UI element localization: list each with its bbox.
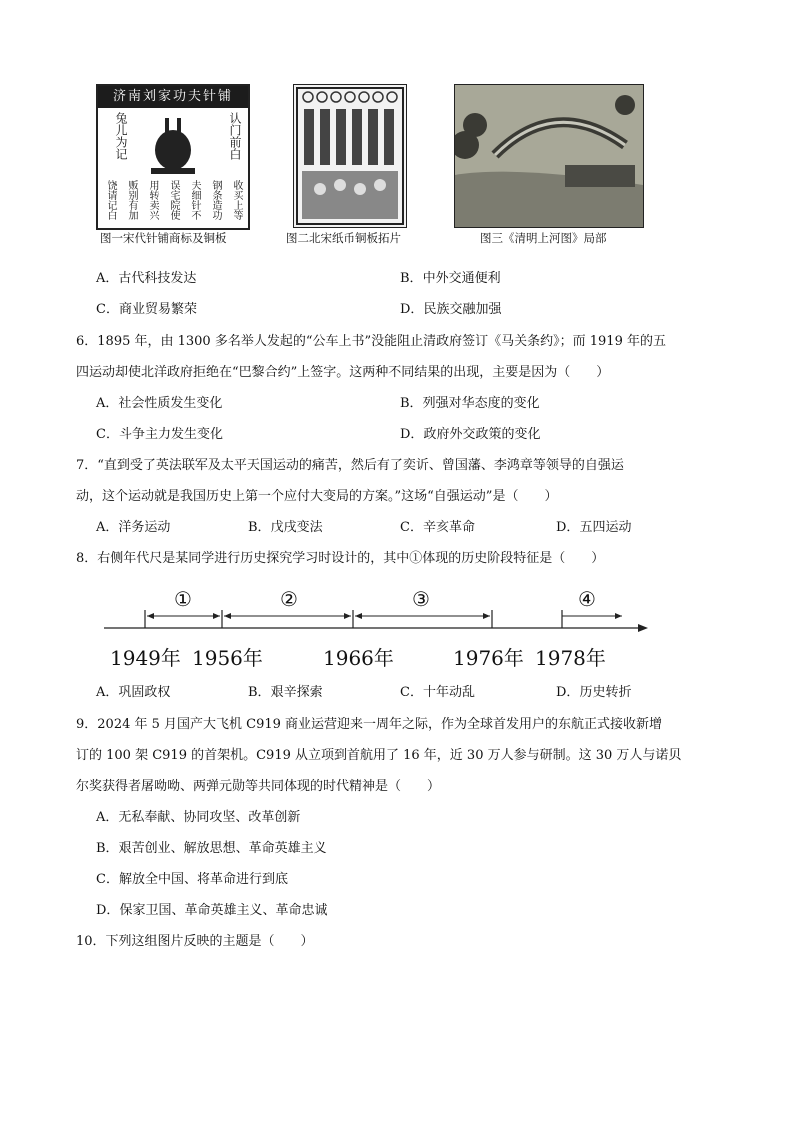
option-text: 历史转折 [579,685,632,700]
figure-1-col: 钢条造功 [210,180,221,220]
timeline-segment-3-label: ③ [412,587,430,611]
q6-stem-line-2: 四运动却使北洋政府拒绝在“巴黎合约”上签字。这两种不同结果的出现，主要是因为（ ） [76,365,610,380]
q6-option-d[interactable] [400,426,540,444]
option-text: 解放全中国、将革命进行到底 [118,872,288,887]
figure-2-caption: 图二北宋纸币铜板拓片 [286,231,401,245]
q5-option-c[interactable] [96,301,197,319]
option-text: 十年动乱 [422,685,475,700]
option-label: B． [96,841,119,856]
option-label: B． [248,520,271,535]
figure-1-col: 收买上等 [231,180,242,220]
timeline-year-label: 1976年 [453,646,524,670]
option-label: A． [96,685,119,700]
option-label: D． [400,302,424,317]
figure-1-col: 夫细针不 [189,180,200,220]
option-label: C． [96,872,119,887]
option-text: 古代科技发达 [118,271,197,286]
option-text: 辛亥革命 [422,520,475,535]
option-text: 无私奉献、协同攻坚、改革创新 [118,810,301,825]
segment-4-arrowhead-right-icon [615,613,622,619]
q9-option-c[interactable] [96,871,288,889]
option-text: 列强对华态度的变化 [422,396,540,411]
figure-1-col: 贩别有加 [126,180,137,220]
segment-3-arrowhead-right-icon [483,613,490,619]
option-text: 保家卫国、革命英雄主义、革命忠诚 [119,903,328,918]
figure-3-image [454,84,644,228]
timeline-segment-1-label: ① [174,587,192,611]
option-label: D． [96,903,120,918]
option-text: 戊戌变法 [270,520,323,535]
figure-2-image [293,84,407,228]
q8-option-d[interactable] [556,684,631,702]
option-label: A． [96,271,119,286]
q6-option-a[interactable] [96,395,222,413]
option-text: 艰苦创业、解放思想、革命英雄主义 [118,841,327,856]
option-label: B． [248,685,271,700]
option-label: D． [556,520,580,535]
option-label: A． [96,396,119,411]
q6-option-c[interactable] [96,426,223,444]
figure-1-col: 误宅院使 [168,180,179,220]
q6-stem-line-1: 6．1895 年，由 1300 多名举人发起的“公车上书”没能阻止清政府签订《马关条约》；而 1919 年的五 [76,334,666,349]
segment-1-arrowhead-right-icon [213,613,220,619]
q10-stem-line-1: 10．下列这组图片反映的主题是（ ） [76,934,314,949]
figure-1-caption: 图一宋代针铺商标及铜板 [100,231,227,245]
option-text: 斗争主力发生变化 [118,427,223,442]
option-text: 五四运动 [579,520,632,535]
q7-option-c[interactable] [400,519,475,537]
q8-option-a[interactable] [96,684,170,702]
figure-3-caption: 图三《清明上河图》局部 [480,231,607,245]
q5-option-b[interactable] [400,270,501,288]
option-label: A． [96,520,119,535]
option-text: 洋务运动 [118,520,171,535]
banknote-plate-icon [294,85,406,227]
q8-stem-line-1: 8．右侧年代尺是某同学进行历史探究学习时设计的，其中①体现的历史阶段特征是（ ） [76,551,605,566]
option-text: 政府外交政策的变化 [423,427,541,442]
option-label: B． [400,271,423,286]
option-text: 巩固政权 [118,685,171,700]
option-label: C． [96,302,119,317]
timeline-year-label: 1949年 [110,646,181,670]
q7-stem-line-2: 动，这个运动就是我国历史上第一个应付大变局的方案。”这场“自强运动”是（ ） [76,489,558,504]
option-label: C． [96,427,119,442]
segment-2-arrowhead-right-icon [344,613,351,619]
segment-2-arrowhead-left-icon [224,613,231,619]
q7-option-d[interactable] [556,519,631,537]
timeline-year-label: 1956年 [192,646,263,670]
option-label: A． [96,810,119,825]
figure-1-right-text: 认门前白 [228,112,242,160]
timeline-segment-2-label: ② [280,587,298,611]
figure-1-title-strip: 济南刘家功夫针铺 [98,86,248,108]
q9-stem-line-2: 订的 100 架 C919 的首架机。C919 从立项到首航用了 16 年，近 30 万人参与研制。这 30 万人与诺贝 [76,748,682,763]
q5-option-d[interactable] [400,301,501,319]
segment-1-arrowhead-left-icon [147,613,154,619]
q9-option-a[interactable] [96,809,300,827]
option-label: B． [400,396,423,411]
figure-1-bottom-columns [104,180,242,224]
figure-1-col: 用转卖兴 [147,180,158,220]
q9-option-d[interactable] [96,902,327,920]
q9-stem-line-3: 尔奖获得者屠呦呦、两弹元勋等共同体现的时代精神是（ ） [76,779,441,794]
q7-option-b[interactable] [248,519,323,537]
q9-stem-line-1: 9．2024 年 5 月国产大飞机 C919 商业运营迎来一周年之际，作为全球首发用户的东航正式接收新增 [76,717,663,732]
timeline-year-label: 1978年 [535,646,606,670]
option-label: D． [400,427,424,442]
option-text: 社会性质发生变化 [118,396,223,411]
q6-option-b[interactable] [400,395,540,413]
option-label: C． [400,520,423,535]
figure-1-col: 饶请记白 [105,180,116,220]
figure-1-left-text: 兔儿为记 [114,112,128,160]
q7-option-a[interactable] [96,519,170,537]
figure-1-image [96,84,250,230]
timeline-arrowhead-icon [638,624,648,632]
option-text: 民族交融加强 [423,302,502,317]
rabbit-emblem-icon [143,112,203,178]
option-label: D． [556,685,580,700]
q8-option-c[interactable] [400,684,475,702]
q9-option-b[interactable] [96,840,327,858]
painting-bridge-icon [455,85,643,227]
segment-3-arrowhead-left-icon [355,613,362,619]
option-label: C． [400,685,423,700]
timeline-year-label: 1966年 [323,646,394,670]
timeline-segment-4-label: ④ [578,587,596,611]
q8-option-b[interactable] [248,684,323,702]
option-text: 商业贸易繁荣 [118,302,197,317]
q5-option-a[interactable] [96,270,196,288]
q7-stem-line-1: 7．“直到受了英法联军及太平天国运动的痛苦，然后有了奕䜣、曾国藩、李鸿章等领导的自强运 [76,458,624,473]
option-text: 中外交通便利 [422,271,501,286]
option-text: 艰辛探索 [270,685,323,700]
